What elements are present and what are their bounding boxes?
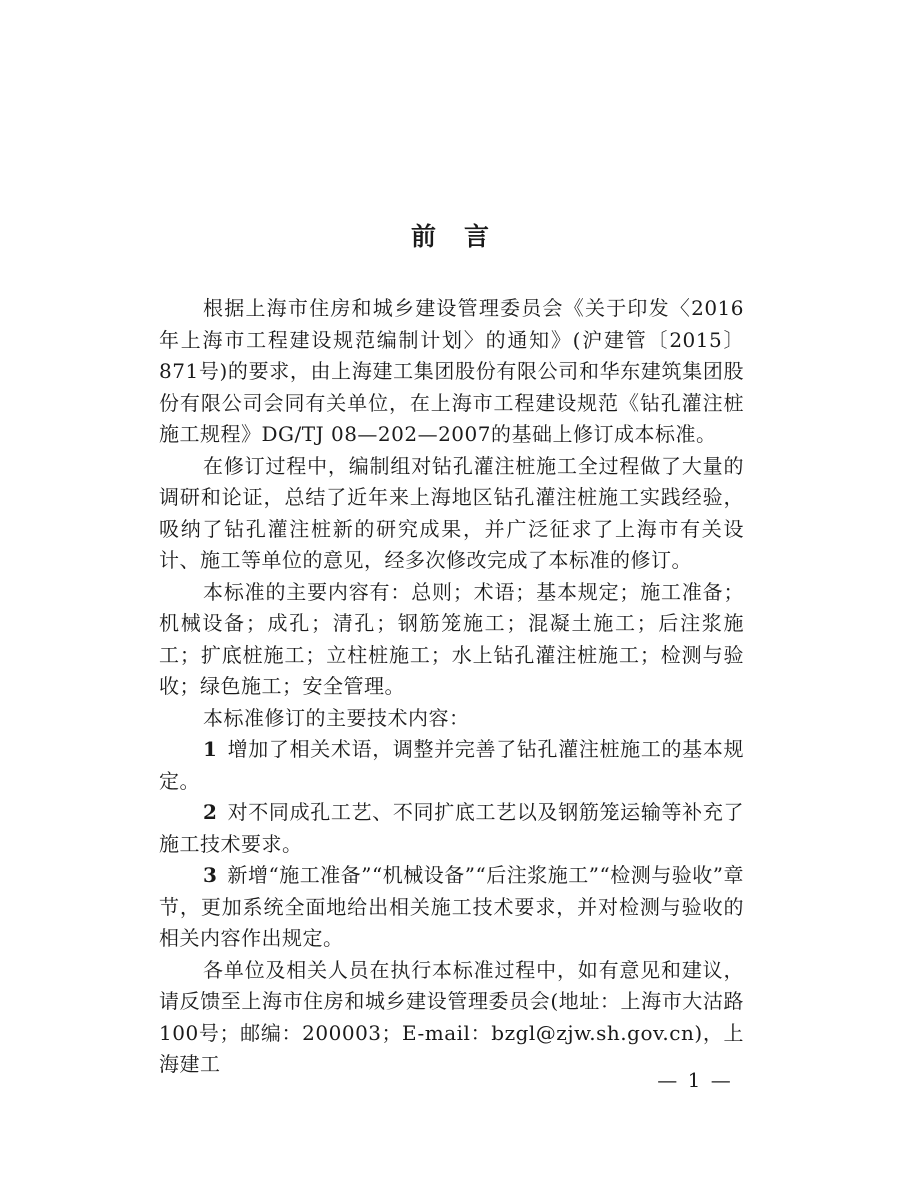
paragraph <box>159 577 744 703</box>
item-number: 1 <box>203 737 218 761</box>
paragraph-text: 各单位及相关人员在执行本标准过程中，如有意见和建议，请反馈至上海市住房和城乡建设管理委员会(地址：上海市大沽路100号；邮编：200003；E-mail：bzgl@zjw.sh.gov.cn)，上海建工 <box>159 957 744 1076</box>
paragraph-text: 在修订过程中，编制组对钻孔灌注桩施工全过程做了大量的调研和论证，总结了近年来上海地区钻孔灌注桩施工实践经验，吸纳了钻孔灌注桩新的研究成果，并广泛征求了上海市有关设计、施工等单位的意见，经多次修改完成了本标准的修订。 <box>159 453 744 572</box>
list-item <box>159 797 744 860</box>
paragraph <box>159 703 744 735</box>
paragraph-text: 根据上海市住房和城乡建设管理委员会《关于印发〈2016年上海市工程建设规范编制计划〉的通知》(沪建管〔2015〕871号)的要求，由上海建工集团股份有限公司和华东建筑集团股份有限公司会同有关单位，在上海市工程建设规范《钻孔灌注桩施工规程》DG/TJ 08—202—2007的基础上修订成本标准。 <box>159 296 744 446</box>
body-text <box>159 293 744 1081</box>
item-number: 3 <box>203 863 218 887</box>
paragraph-text: 本标准的主要内容有：总则；术语；基本规定；施工准备；机械设备；成孔；清孔；钢筋笼施工；混凝土施工；后注浆施工；扩底桩施工；立柱桩施工；水上钻孔灌注桩施工；检测与验收；绿色施工；安全管理。 <box>159 579 744 698</box>
paragraph <box>159 451 744 577</box>
list-item <box>159 860 744 955</box>
paragraph-text: 本标准修订的主要技术内容： <box>203 705 470 730</box>
paragraph <box>159 955 744 1081</box>
paragraph <box>159 293 744 451</box>
paragraph-text: 新增“施工准备”“机械设备”“后注浆施工”“检测与验收”章节，更加系统全面地给出相关施工技术要求，并对检测与验收的相关内容作出规定。 <box>159 863 744 950</box>
page-title: 前言 <box>410 221 517 251</box>
page-number: — 1 — <box>657 1068 733 1092</box>
paragraph-text: 对不同成孔工艺、不同扩底工艺以及钢筋笼运输等补充了施工技术要求。 <box>159 800 744 856</box>
list-item <box>159 734 744 797</box>
paragraph-text: 增加了相关术语，调整并完善了钻孔灌注桩施工的基本规定。 <box>159 737 744 793</box>
item-number: 2 <box>203 800 218 824</box>
